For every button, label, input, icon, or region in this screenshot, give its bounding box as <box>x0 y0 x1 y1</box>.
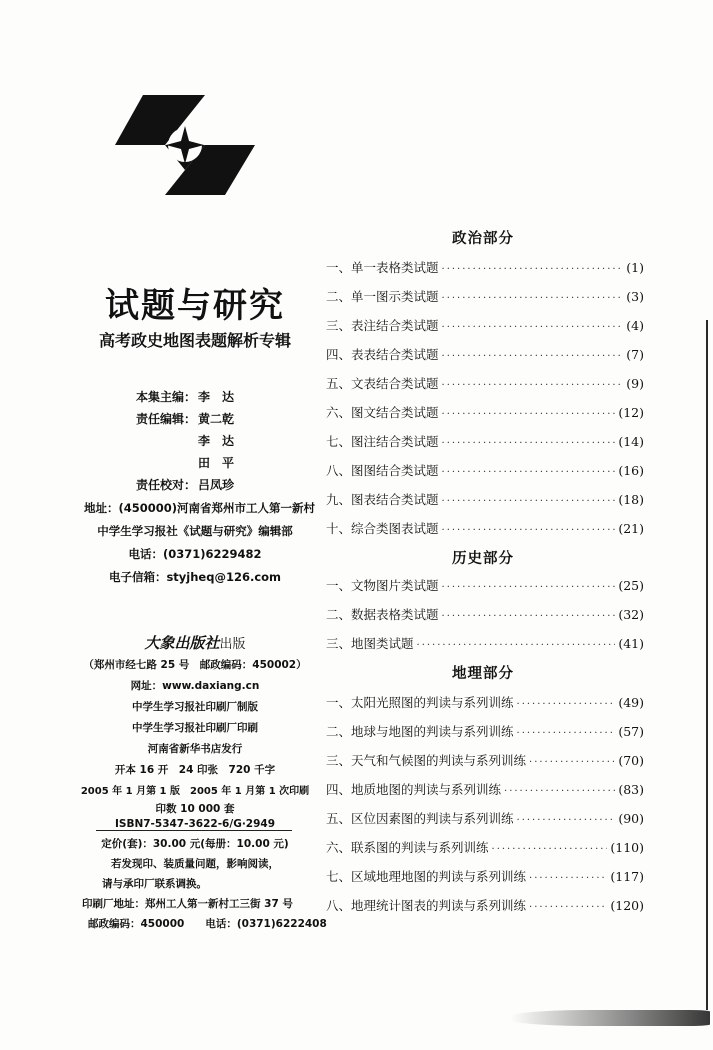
toc-leader <box>442 322 624 333</box>
toc-item-page: (70) <box>618 753 644 768</box>
toc-item-page: (120) <box>610 898 644 913</box>
scan-smudge <box>510 1010 710 1026</box>
credit-row <box>80 408 310 430</box>
toc-leader <box>442 380 624 391</box>
toc-item-page: (57) <box>618 724 644 739</box>
toc-leader <box>442 525 616 536</box>
toc-leader <box>442 264 624 275</box>
distributor: 河南省新华书店发行 <box>147 743 243 755</box>
toc-item-page: (49) <box>618 695 644 710</box>
toc-item-label: 一、文物图片类试题 <box>326 578 439 593</box>
toc-item-page: (32) <box>618 607 644 622</box>
toc-item-label: 七、图注结合类试题 <box>326 434 439 449</box>
toc-item[interactable] <box>326 345 644 365</box>
toc-item-label: 六、图文结合类试题 <box>326 405 439 420</box>
printer-address: 印刷厂地址：郑州工人第一新村工三街 37 号 <box>82 898 293 910</box>
credit-role: 责任编辑： <box>135 412 196 426</box>
printer: 中学生学习报社印刷厂印刷 <box>132 722 258 734</box>
publisher-line <box>80 632 310 653</box>
toc-leader <box>504 786 615 797</box>
toc-item-page: (14) <box>618 434 644 449</box>
credit-name: 黄二乾 <box>198 412 235 426</box>
toc-leader <box>417 640 616 651</box>
toc-item[interactable] <box>326 374 644 394</box>
publisher-address: （郑州市经七路 25 号 邮政编码：450002） <box>83 659 307 671</box>
toc-item-page: (1) <box>626 260 644 275</box>
credit-role <box>80 452 196 474</box>
toc-leader <box>517 699 616 710</box>
toc-item-page: (4) <box>626 318 644 333</box>
toc-leader <box>442 351 624 362</box>
toc-item-label: 二、单一图示类试题 <box>326 289 439 304</box>
toc-leader <box>492 844 608 855</box>
toc-item-page: (9) <box>626 376 644 391</box>
toc-item-page: (16) <box>618 463 644 478</box>
toc-item-label: 八、图图结合类试题 <box>326 463 439 478</box>
toc-item[interactable] <box>326 258 644 278</box>
toc-item-label: 四、表表结合类试题 <box>326 347 439 362</box>
toc-leader <box>442 409 616 420</box>
printer-contact: 邮政编码：450000 电话：(0371)6222408 <box>88 918 327 930</box>
credit-row <box>80 474 310 496</box>
toc-leader <box>442 582 616 593</box>
format-info: 开本 16 开 24 印张 720 千字 <box>114 764 276 776</box>
toc-section-title: 政治部分 <box>452 231 514 247</box>
toc-item[interactable] <box>326 576 644 596</box>
toc-item-label: 十、综合类图表试题 <box>326 521 439 536</box>
toc-item[interactable] <box>326 634 644 654</box>
credit-role: 责任校对： <box>135 478 196 492</box>
editorial-email: 电子信箱：styjheq@126.com <box>108 570 282 584</box>
toc-item[interactable] <box>326 461 644 481</box>
toc-item-page: (83) <box>618 782 644 797</box>
toc-item-label: 三、地图类试题 <box>326 636 414 651</box>
toc-item-page: (25) <box>618 578 644 593</box>
toc-section-title: 地理部分 <box>452 666 514 682</box>
toc-item-page: (18) <box>618 492 644 507</box>
toc-item-label: 二、数据表格类试题 <box>326 607 439 622</box>
toc-item-label: 二、地球与地图的判读与系列训练 <box>326 724 514 739</box>
toc-item-label: 五、文表结合类试题 <box>326 376 439 391</box>
credit-row <box>80 452 310 474</box>
toc-item[interactable] <box>326 490 644 510</box>
isbn: ISBN7-5347-3622-6/G·2949 <box>114 818 276 830</box>
toc-leader <box>529 873 607 884</box>
editorial-phone: 电话：(0371)6229482 <box>128 547 262 561</box>
toc-item[interactable] <box>326 838 644 858</box>
toc-item-page: (3) <box>626 289 644 304</box>
toc-item-page: (12) <box>618 405 644 420</box>
journal-logo <box>105 90 265 200</box>
toc-item[interactable] <box>326 722 644 742</box>
toc-leader <box>529 902 607 913</box>
credit-row <box>80 386 310 408</box>
toc-item[interactable] <box>326 896 644 916</box>
toc-leader <box>442 611 616 622</box>
credit-row <box>80 430 310 452</box>
toc-leader <box>442 438 616 449</box>
toc-item-label: 一、太阳光照图的判读与系列训练 <box>326 695 514 710</box>
toc-item[interactable] <box>326 287 644 307</box>
toc-item[interactable] <box>326 432 644 452</box>
toc-item-page: (7) <box>626 347 644 362</box>
toc-item-page: (21) <box>618 521 644 536</box>
quality-notice-2: 请与承印厂联系调换。 <box>102 878 207 890</box>
toc-item-label: 四、地质地图的判读与系列训练 <box>326 782 502 797</box>
toc-item-label: 三、表注结合类试题 <box>326 318 439 333</box>
copies-info: 印数 10 000 套 <box>155 803 235 815</box>
toc-item-label: 九、图表结合类试题 <box>326 492 439 507</box>
credit-name: 吕凤珍 <box>198 478 235 492</box>
toc-item[interactable] <box>326 693 644 713</box>
publisher-name: 大象出版社 <box>144 634 220 652</box>
toc-item[interactable] <box>326 867 644 887</box>
toc-item[interactable] <box>326 780 644 800</box>
credit-role: 本集主编： <box>135 390 196 404</box>
toc-leader <box>442 467 616 478</box>
editorial-department: 中学生学习报社《试题与研究》编辑部 <box>97 524 293 538</box>
credit-name: 田 平 <box>198 456 235 470</box>
divider <box>96 830 292 831</box>
toc-leader <box>517 728 616 739</box>
credit-role <box>80 430 196 452</box>
toc-item-page: (110) <box>610 840 644 855</box>
toc-item[interactable] <box>326 605 644 625</box>
book-title: 试题与研究 <box>105 286 285 326</box>
toc-item[interactable] <box>326 751 644 771</box>
toc-leader <box>517 815 616 826</box>
toc-item-page: (117) <box>610 869 644 884</box>
toc-item-label: 五、区位因素图的判读与系列训练 <box>326 811 514 826</box>
publisher-website: 网址：www.daxiang.cn <box>130 680 260 692</box>
editorial-address: 地址：(450000)河南省郑州市工人第一新村 <box>84 501 316 515</box>
toc-item[interactable] <box>326 809 644 829</box>
credit-name: 李 达 <box>198 390 235 404</box>
toc-item-label: 八、地理统计图表的判读与系列训练 <box>326 898 527 913</box>
toc-leader <box>529 757 615 768</box>
toc-section-title: 历史部分 <box>452 551 514 567</box>
plate-maker: 中学生学习报社印刷厂制版 <box>132 701 258 713</box>
toc-item-label: 七、区域地理地图的判读与系列训练 <box>326 869 527 884</box>
toc-item-label: 一、单一表格类试题 <box>326 260 439 275</box>
toc-leader <box>442 496 616 507</box>
toc-item-label: 六、联系图的判读与系列训练 <box>326 840 489 855</box>
quality-notice: 若发现印、装质量问题，影响阅读， <box>111 858 279 870</box>
toc-item[interactable] <box>326 519 644 539</box>
price: 定价(套)：30.00 元(每册：10.00 元) <box>101 838 289 850</box>
credit-name: 李 达 <box>198 434 235 448</box>
toc-item-page: (41) <box>618 636 644 651</box>
edition-info: 2005 年 1 月第 1 版 2005 年 1 月第 1 次印刷 <box>80 786 310 797</box>
publisher-suffix: 出版 <box>219 637 246 652</box>
toc-item-page: (90) <box>618 811 644 826</box>
book-subtitle: 高考政史地图表题解析专辑 <box>98 331 291 350</box>
toc-leader <box>442 293 624 304</box>
scan-edge <box>706 320 708 1010</box>
toc-item-label: 三、天气和气候图的判读与系列训练 <box>326 753 527 768</box>
credits-block <box>80 386 310 496</box>
toc-item[interactable] <box>326 403 644 423</box>
toc-item[interactable] <box>326 316 644 336</box>
